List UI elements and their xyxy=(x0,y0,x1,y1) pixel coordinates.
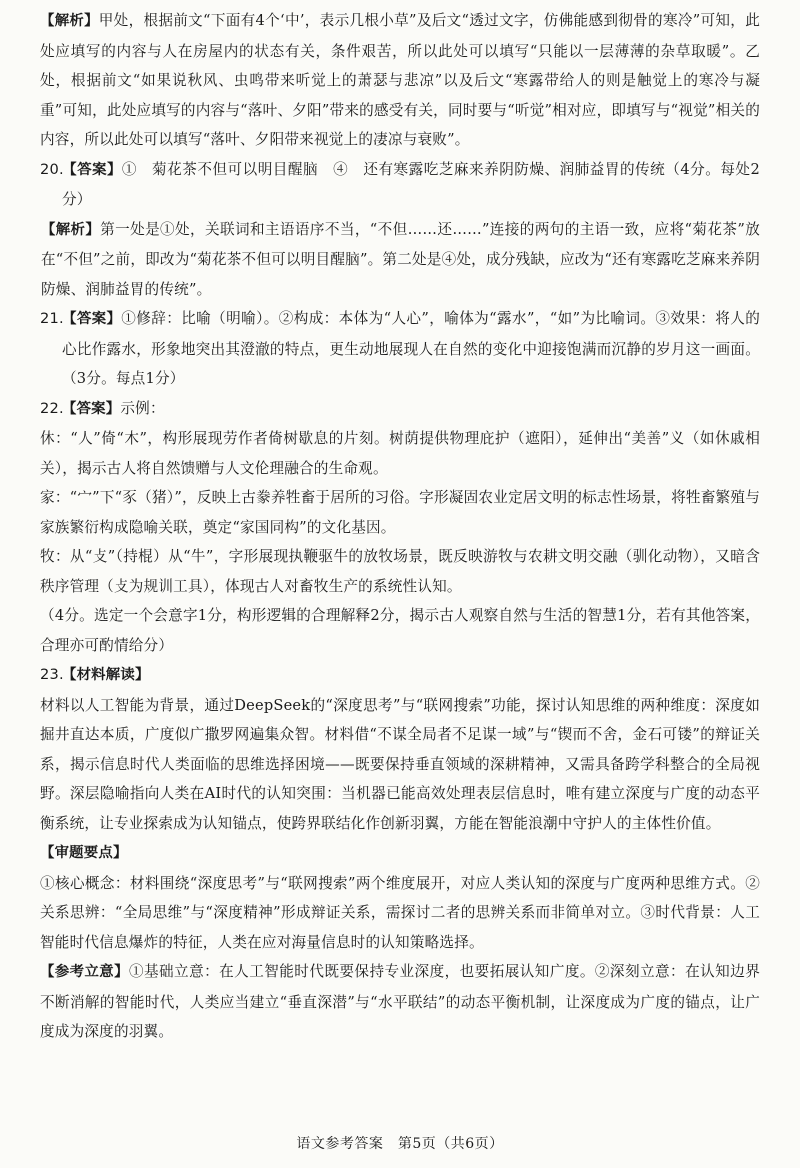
analysis-label: 【解析】 xyxy=(41,221,101,238)
q23-reference-paragraph xyxy=(40,957,760,1047)
question-number: 20. xyxy=(40,160,64,178)
analysis-label: 【解析】 xyxy=(40,13,99,29)
key-points-label: 【审题要点】 xyxy=(40,845,128,861)
q22-mu-paragraph: 牧：从“攴”（持棍）从“牛”，字形展现执鞭驱牛的放牧场景，既反映游牧与农耕文明交融（驯化动物），又暗含秩序管理（攴为规训工具），体现古人对畜牧生产的系统性认知。 xyxy=(40,548,760,595)
material-label: 【材料解读】 xyxy=(62,667,150,683)
q23-reference-text: ①基础立意：在人工智能时代既要保持专业深度，也要拓展认知广度。②深刻立意：在认知边界不断消解的智能时代，人类应当建立“垂直深潜”与“水平联结”的动态平衡机制，让深度成为广度的锚点，让广度成为深度的羽翼。 xyxy=(40,963,761,1040)
q20-analysis-paragraph xyxy=(40,215,760,305)
q22-answer-text: 示例： xyxy=(120,399,165,417)
q21-answer-text: ①修辞：比喻（明喻）。②构成：本体为“人心”，喻体为“露水”，“如”为比喻词。③效果：将人的心比作露水，形象地突出其澄澈的特点，更生动地展现人在自然的变化中迎接饱满而沉静的岁月这一画面。（3分。每点1分） xyxy=(62,310,760,387)
q20-analysis-text: 第一处是①处，关联词和主语语序不当，“不但……还……”连接的两句的主语一致，应将“菊花茶”放在“不但”之前，即改为“菊花茶不但可以明目醒脑”。第二处是④处，成分残缺，应改为“还有寒露吃芝麻来养阴防燥、润肺益胃的传统”。 xyxy=(41,220,760,298)
q22-answer-paragraph xyxy=(40,394,760,425)
page-footer: 语文参考答案 第5页（共6页） xyxy=(296,1136,504,1152)
q20-answer-text: ① 菊花茶不但可以明目醒脑 ④ 还有寒露吃芝麻来养阴防燥、润肺益胃的传统（4分。每处2分） xyxy=(62,160,760,208)
q23-key-paragraph: ①核心概念：材料围绕“深度思考”与“联网搜索”两个维度展开，对应人类认知的深度与广度两种思维方式。②关系思辨：“全局思维”与“深度精神”形成辩证关系，需探讨二者的思辨关系而非简单对立。③时代背景：人工智能时代信息爆炸的特征，人类在应对海量信息时的认知策略选择。 xyxy=(40,874,760,951)
q22-scoring-paragraph: （4分。选定一个会意字1分，构形逻辑的合理解释2分，揭示古人观察自然与生活的智慧1分，若有其他答案，合理亦可酌情给分） xyxy=(40,607,760,654)
q22-xiu-paragraph: 休：“人”倚“木”，构形展现劳作者倚树歇息的片刻。树荫提供物理庇护（遮阳），延伸出“美善”义（如休戚相关），揭示古人将自然馈赠与人文伦理融合的生命观。 xyxy=(40,430,760,477)
q21-answer-paragraph xyxy=(40,304,760,394)
q22-jia-paragraph: 家：“宀”下“豕（猪）”，反映上古豢养牲畜于居所的习俗。字形凝固农业定居文明的标志性场景，将牲畜繁殖与家族繁衍构成隐喻关联，奠定“家国同构”的文化基因。 xyxy=(40,489,760,536)
answer-label: 【答案】 xyxy=(62,161,122,178)
q23-key-heading xyxy=(40,838,760,869)
q23-heading xyxy=(40,660,760,691)
reference-label: 【参考立意】 xyxy=(40,964,129,980)
q20-answer-paragraph xyxy=(40,155,760,215)
q19-analysis-paragraph xyxy=(40,6,760,155)
answer-label: 【答案】 xyxy=(62,311,122,327)
question-number: 23. xyxy=(40,666,64,683)
question-number: 21. xyxy=(40,310,64,327)
q23-material-paragraph: 材料以人工智能为背景，通过DeepSeek的“深度思考”与“联网搜索”功能，探讨认知思维的两种维度：深度如掘井直达本质，广度似广撒罗网遍集众智。材料借“不谋全局者不足谋一域”与“锲而不舍，金石可镂”的辩证关系，揭示信息时代人类面临的思维选择困境——既要保持垂直领域的深耕精神，又需具备跨学科整合的全局视野。深层隐喻指向人类在AI时代的认知突围：当机器已能高效处理表层信息时，唯有建立深度与广度的动态平衡系统，让专业探索成为认知锚点，使跨界联结化作创新羽翼，方能在智能浪潮中守护人的主体性价值。 xyxy=(40,696,760,832)
q19-analysis-text: 甲处，根据前文“下面有4个‘中’，表示几根小草”及后文“透过文字，仿佛能感到彻骨的寒冷”可知，此处应填写的内容与人在房屋内的状态有关，条件艰苦，所以此处可以填写“只能以一层薄薄的杂草取暖”。乙处，根据前文“如果说秋风、虫鸣带来听觉上的萧瑟与悲凉”以及后文“寒露带给人的则是触觉上的寒冷与凝重”可知，此处应填写的内容与“落叶、夕阳”带来的感受有关，同时要与“听觉”相对应，即填写与“视觉”相关的内容，所以此处可以填写“落叶、夕阳带来视觉上的凄凉与衰败”。 xyxy=(40,12,760,148)
question-number: 22. xyxy=(40,399,64,417)
answer-label: 【答案】 xyxy=(62,400,121,417)
